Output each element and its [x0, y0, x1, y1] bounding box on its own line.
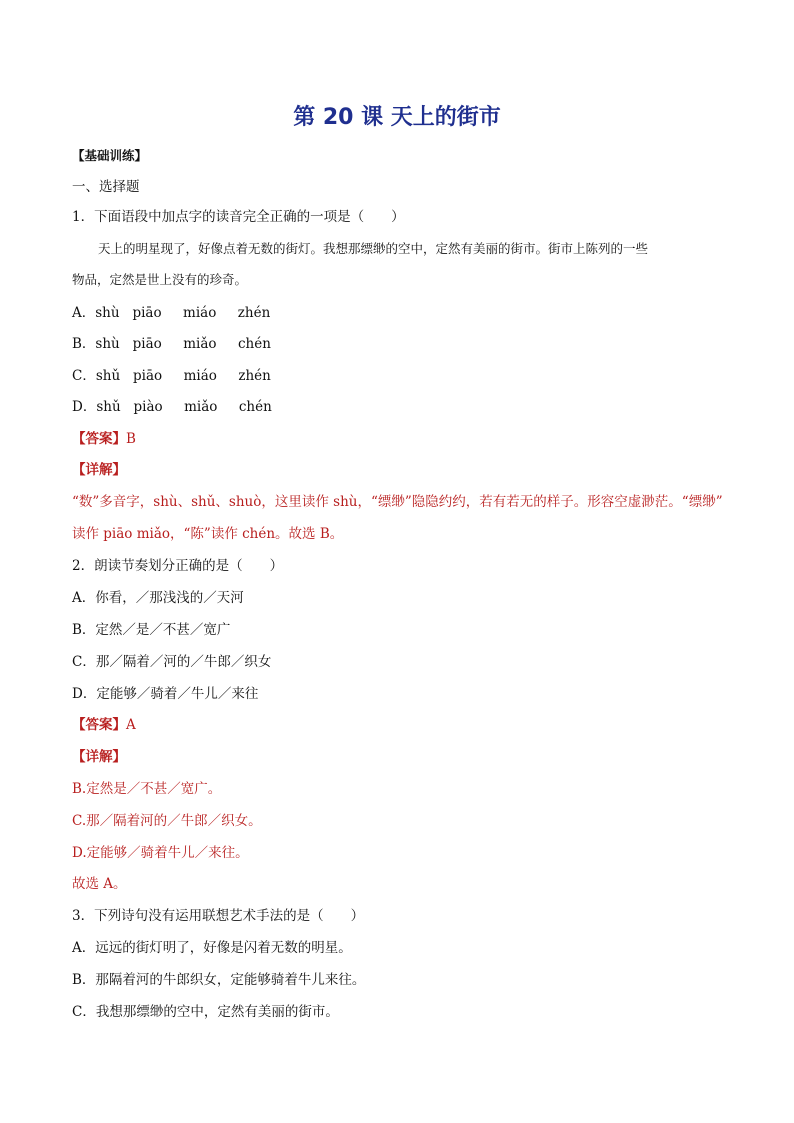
question-1-option-c: C．shǔ piāo miáo zhén [72, 368, 271, 384]
question-2-option-b: B．定然／是／不甚／宽广 [72, 622, 231, 638]
question-2-detail-1: B.定然是／不甚／宽广。 [72, 781, 222, 797]
answer-value: B [126, 431, 136, 447]
section-label: 【基础训练】 [72, 148, 148, 163]
question-1-passage-line-2: 物品，定然是世上没有的珍奇。 [72, 272, 248, 287]
question-3-stem: 3．下列诗句没有运用联想艺术手法的是（ ） [72, 908, 365, 924]
question-3-option-c: C．我想那缥缈的空中，定然有美丽的街市。 [72, 1004, 339, 1020]
question-1-detail-line-1: “数”多音字，shù、shǔ、shuò，这里读作 shù，“缥缈”隐隐约约，若有若无的样子。形容空虚渺茫。“缥缈” [72, 494, 723, 510]
part-heading: 一、选择题 [72, 179, 140, 195]
answer-tag: 【答案】 [72, 717, 126, 733]
question-2-option-c: C．那／隔着／河的／牛郎／织女 [72, 654, 272, 670]
question-1-detail-line-2: 读作 piāo miǎo，“陈”读作 chén。故选 B。 [72, 526, 344, 542]
question-1-answer [72, 429, 136, 449]
answer-tag: 【答案】 [72, 431, 126, 447]
question-2-option-a: A．你看，／那浅浅的／天河 [72, 590, 244, 606]
question-2-detail-4: 故选 A。 [72, 876, 127, 892]
question-3-option-b: B．那隔着河的牛郎织女，定能够骑着牛儿来往。 [72, 972, 366, 988]
page-title: 第 20 课 天上的街市 [293, 105, 501, 130]
question-2-option-d: D．定能够／骑着／牛儿／来往 [72, 686, 259, 702]
question-1-option-b: B．shù piāo miǎo chén [72, 336, 271, 352]
question-2-detail-2: C.那／隔着河的／牛郎／织女。 [72, 813, 262, 829]
question-1-stem: 1．下面语段中加点字的读音完全正确的一项是（ ） [72, 209, 405, 225]
question-1-option-a: A．shù piāo miáo zhén [72, 305, 271, 321]
question-2-detail-3: D.定能够／骑着牛儿／来往。 [72, 845, 249, 861]
question-2-answer [72, 715, 136, 735]
question-2-detail-tag: 【详解】 [72, 749, 126, 765]
question-2-stem: 2．朗读节奏划分正确的是（ ） [72, 558, 284, 574]
question-1-passage-line-1: 天上的明星现了，好像点着无数的街灯。我想那缥缈的空中，定然有美丽的街市。街市上陈列的一些 [98, 241, 649, 256]
question-1-detail-tag: 【详解】 [72, 462, 126, 478]
question-1-option-d: D．shǔ piào miǎo chén [72, 399, 272, 415]
question-3-option-a: A．远远的街灯明了，好像是闪着无数的明星。 [72, 940, 352, 956]
answer-value: A [126, 717, 136, 733]
